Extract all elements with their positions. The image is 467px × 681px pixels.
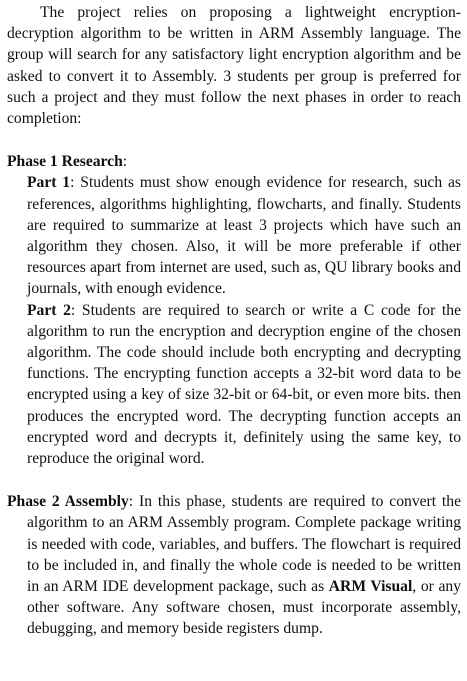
phase2-paragraph (7, 491, 461, 639)
phase1-heading (7, 151, 461, 172)
phase1-part1-paragraph (27, 172, 461, 299)
part1-label: Part 1 (27, 174, 71, 192)
phase1-title: Phase 1 Research (7, 153, 123, 171)
phase1-part2-paragraph (27, 300, 461, 470)
phase2-title: Phase 2 Assembly (7, 493, 129, 511)
part2-text: : Students are required to search or write a C code for the algorithm to run the encryption and decryption engine of the chosen algorithm. The code should include both encrypting and decrypting functions. The encrypting function accepts a 32-bit word data to be encrypted using a key of size 32-bit or 64-bit, or even more bits. then produces the encrypted word. The decrypting function accepts an encrypted word and decrypts it, definitely using the same key, to reproduce the original word. (27, 301, 461, 468)
phase2-text-before: : In this phase, students are required to convert the algorithm to an ARM Assembly program. Complete package writing is needed with code, variables, and buffers. The flowchart is required to be included in, and finally the whole code is needed to be written in an ARM IDE development package, such as (27, 493, 461, 596)
phase1-heading-suffix: : (122, 153, 128, 171)
part1-text: : Students must show enough evidence for research, such as references, algorithms highlighting, flowcharts, and finally. Students are required to summarize at least 3 projects which have such an algorithm they chosen. Also, it will be more preferable if other resources apart from internet are used, such as, QU library books and journals, with enough evidence. (27, 174, 461, 298)
phase2-text-after: , or any other software. Any software chosen, must incorporate assembly, debugging, and memory beside registers dump. (27, 578, 461, 638)
arm-visual-term: ARM Visual (328, 578, 413, 596)
intro-paragraph: The project relies on proposing a lightweight encryption-decryption algorithm to be written in ARM Assembly language. The group will search for any satisfactory light encryption algorithm and be asked to convert it to Assembly. 3 students per group is preferred for such a project and they must follow the next phases in order to reach completion: (7, 4, 461, 128)
part2-label: Part 2 (27, 301, 71, 319)
